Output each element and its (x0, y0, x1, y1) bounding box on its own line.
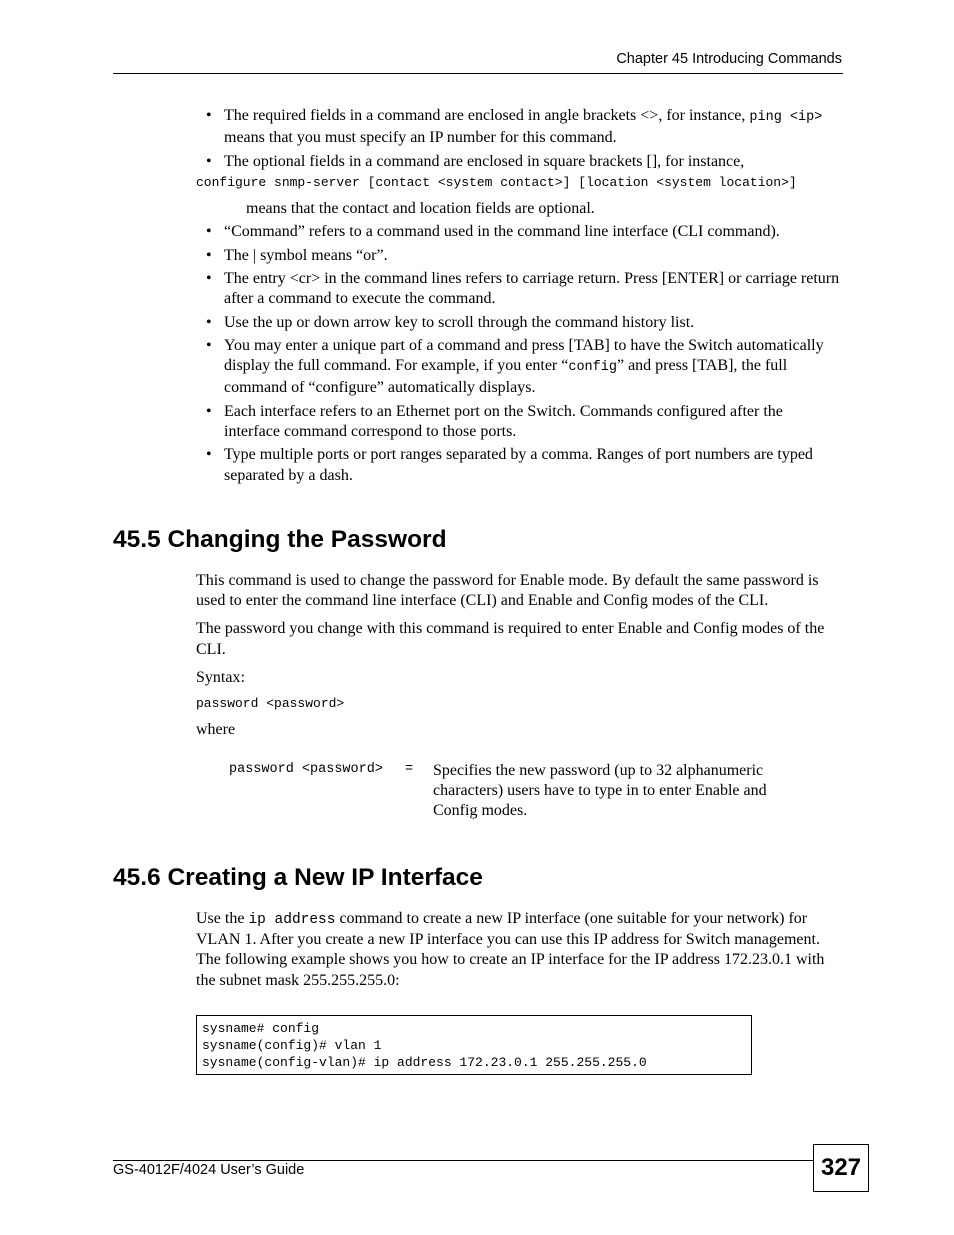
continuation-text: means that the contact and location fields are optional. (246, 199, 595, 217)
bullet-icon: • (206, 152, 212, 170)
code-line: sysname(config-vlan)# ip address 172.23.0.1 255.255.255.0 (202, 1055, 647, 1071)
code-line: sysname(config)# vlan 1 (202, 1038, 382, 1054)
parameter-equals: = (405, 762, 414, 777)
footer-guide-title: GS-4012F/4024 User’s Guide (113, 1162, 305, 1178)
header-rule (113, 73, 843, 74)
code-example: configure snmp-server [contact <system contact>] [location <system location>] (196, 174, 797, 190)
bullet-icon: • (206, 402, 212, 420)
parameter-description: Specifies the new password (up to 32 alphanumeric characters) users have to type in to enter Enable and Config modes. (433, 762, 767, 820)
inline-code: ip address (248, 912, 336, 928)
code-example-box (196, 1015, 752, 1075)
bullet-icon: • (206, 107, 212, 124)
code-line: sysname# config (202, 1021, 320, 1036)
paragraph: The password you change with this command is required to enter Enable and Config modes of the CLI. (196, 620, 825, 658)
bullet-icon: • (206, 269, 212, 287)
running-header: Chapter 45 Introducing Commands (616, 51, 842, 67)
paragraph: This command is used to change the password for Enable mode. By default the same password is used to enter the command line interface (CLI) and Enable and Config modes of the CLI. (196, 572, 819, 610)
paragraph: Use the ip address command to create a new IP interface (one suitable for your network) for VLAN 1. After you create a new IP interface you can use this IP address for Switch management. The following example shows you how to create an IP interface for the IP address 172.23.0.1 with the subnet mask 255.255.255.0: (196, 910, 825, 989)
list-item: • The entry <cr> in the command lines refers to carriage return. Press [ENTER] or carriage return after a command to execute the command. (206, 269, 840, 308)
list-item: • The required fields in a command are enclosed in angle brackets <>, for instance, ping <ip> means that you must specify an IP number for this command. (206, 107, 823, 147)
bullet-icon: • (206, 313, 212, 331)
page-number: 327 (813, 1144, 869, 1192)
list-item: • You may enter a unique part of a command and press [TAB] to have the Switch automatically display the full command. For example, if you enter “config” and press [TAB], the full command of “configure” automatically displays. (206, 336, 824, 397)
list-item: • Each interface refers to an Ethernet port on the Switch. Commands configured after the interface command correspond to those ports. (206, 402, 783, 440)
list-item: • “Command” refers to a command used in the command line interface (CLI command). (206, 222, 842, 242)
syntax-code: password <password> (196, 696, 345, 712)
section-heading-45-6: 45.6 Creating a New IP Interface (113, 864, 483, 891)
bullet-icon: • (206, 246, 212, 264)
list-item: • The | symbol means “or”. (206, 246, 842, 266)
conventions-list (196, 106, 842, 489)
bullet-icon: • (206, 223, 212, 241)
where-label: where (196, 721, 236, 739)
parameter-name: password <password> (229, 762, 383, 777)
section-45-5-body (196, 571, 842, 740)
bullet-icon: • (206, 336, 212, 354)
list-item: • Use the up or down arrow key to scroll through the command history list. (206, 313, 842, 333)
section-45-6-body (196, 909, 842, 991)
inline-code: config (568, 360, 617, 376)
section-heading-45-5: 45.5 Changing the Password (113, 526, 447, 553)
syntax-label: Syntax: (196, 668, 245, 686)
footer-rule (113, 1160, 813, 1161)
bullet-icon: • (206, 446, 212, 464)
inline-code: ping <ip> (749, 110, 823, 125)
list-item: • Type multiple ports or port ranges separated by a comma. Ranges of port numbers are typed separated by a dash. (206, 446, 813, 484)
list-item: • The optional fields in a command are enclosed in square brackets [], for instance, configure snmp-server [contact <system contact>] [location <system location>] means that the contact and location fields are optional. (206, 152, 842, 219)
